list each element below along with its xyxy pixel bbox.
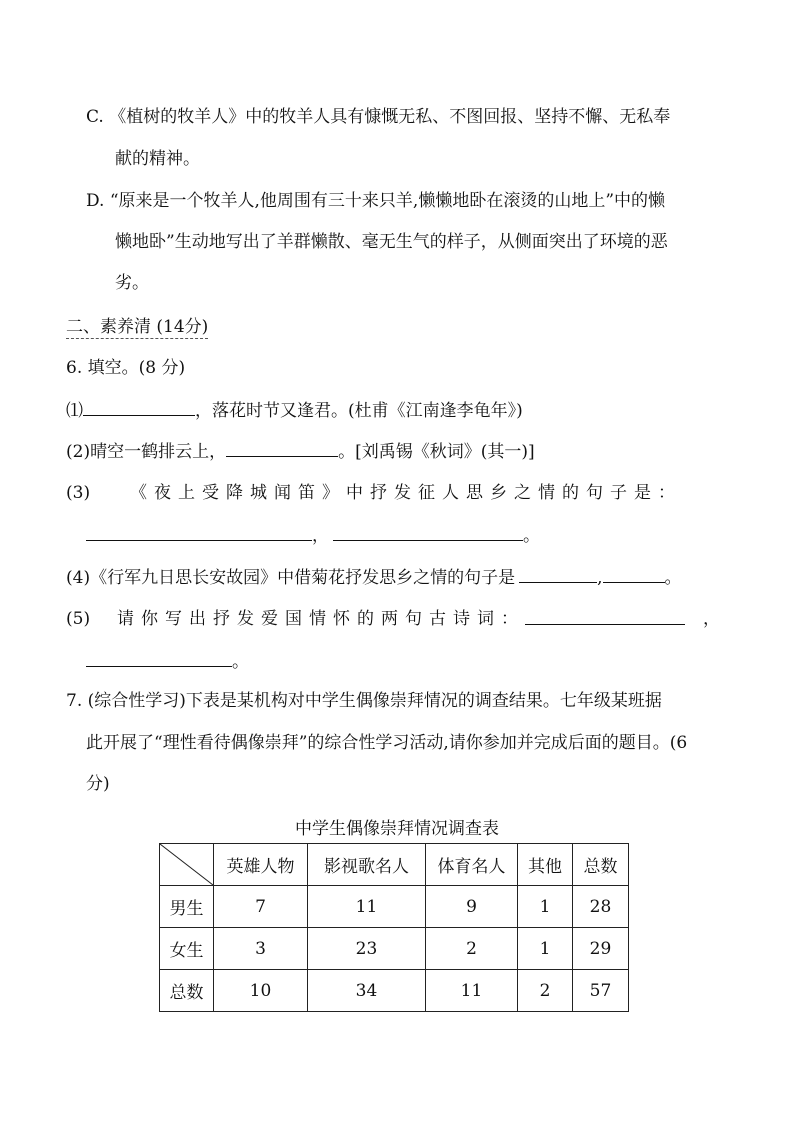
answer-blank[interactable] <box>83 399 195 416</box>
q6-item4-text: (4)《行军九日思长安故园》中借菊花抒发思乡之情的句子是 <box>66 568 516 588</box>
q6-item5-end: 。 <box>232 652 249 672</box>
column-header: 英雄人物 <box>214 844 308 886</box>
table-cell: 1 <box>518 928 573 970</box>
section-title-text: 二、素养清 (14分) <box>66 317 209 337</box>
option-d-line2: 懒地卧”生动地写出了羊群懒散、毫无生气的样子，从侧面突出了环境的恶 <box>115 232 668 252</box>
table-cell: 29 <box>573 928 629 970</box>
table-cell: 3 <box>214 928 308 970</box>
q6-item5-blank1-line <box>525 608 685 631</box>
q6-item4-sep: , <box>597 568 603 588</box>
column-header: 体育名人 <box>426 844 518 886</box>
q6-item1 <box>66 399 523 422</box>
q6-item4 <box>66 566 682 589</box>
table-cell: 9 <box>426 886 518 928</box>
table-cell: 57 <box>573 970 629 1012</box>
q6-item5-blank2-line <box>86 650 249 673</box>
q6-item2 <box>66 440 535 463</box>
table-cell: 2 <box>426 928 518 970</box>
table-cell: 10 <box>214 970 308 1012</box>
table-cell: 11 <box>426 970 518 1012</box>
q6-item4-end: 。 <box>664 568 682 588</box>
survey-table <box>159 843 629 1012</box>
q7-line3: 分) <box>86 774 110 794</box>
table-cell: 23 <box>308 928 426 970</box>
diagonal-line <box>160 844 213 885</box>
table-cell: 2 <box>518 970 573 1012</box>
table-cell: 28 <box>573 886 629 928</box>
q7-line1: 7. (综合性学习)下表是某机构对中学生偶像崇拜情况的调查结果。七年级某班据 <box>66 691 662 711</box>
table-cell: 34 <box>308 970 426 1012</box>
q6-item3-num: (3) <box>66 483 91 503</box>
option-c-line1: C. 《植树的牧羊人》中的牧羊人具有慷慨无私、不图回报、坚持不懈、无私奉 <box>86 107 671 127</box>
section-title <box>66 316 208 338</box>
q6-item5-text: 请你写出抒发爱国情怀的两句古诗词： <box>117 609 525 629</box>
q7-line2: 此开展了“理性看待偶像崇拜”的综合性学习活动,请你参加并完成后面的题目。(6 <box>86 733 688 753</box>
table-row <box>160 928 629 970</box>
table-caption: 中学生偶像崇拜情况调查表 <box>295 819 499 839</box>
q6-item2-text-a: (2)晴空一鹤排云上， <box>66 442 227 462</box>
table-header-row <box>160 844 629 886</box>
table-row <box>160 970 629 1012</box>
diagonal-header-cell <box>160 844 214 886</box>
column-header: 总数 <box>573 844 629 886</box>
table-row <box>160 886 629 928</box>
answer-blank[interactable] <box>519 566 597 583</box>
option-d-line1: D. “原来是一个牧羊人,他周围有三十来只羊,懒懒地卧在滚烫的山地上”中的懒 <box>86 191 666 211</box>
q6-item3-end: 。 <box>523 526 540 546</box>
q6-item3-text: 《夜上受降城闻笛》中抒发征人思乡之情的句子是： <box>130 483 682 503</box>
answer-blank[interactable] <box>86 524 312 541</box>
q6-item2-text-b: 。[刘禹锡《秋词》(其一)] <box>338 442 535 462</box>
answer-blank[interactable] <box>226 440 338 457</box>
table-cell: 1 <box>518 886 573 928</box>
column-header: 影视歌名人 <box>308 844 426 886</box>
q6-item1-num: ⑴ <box>66 401 83 421</box>
option-c-line2: 献的精神。 <box>115 149 200 169</box>
q6-item1-text: ，落花时节又逢君。(杜甫《江南逢李龟年》) <box>195 401 523 421</box>
q6-item5-sep: ， <box>703 609 720 629</box>
row-label: 男生 <box>160 886 214 928</box>
answer-blank[interactable] <box>333 524 523 541</box>
answer-blank[interactable] <box>525 608 685 625</box>
table-cell: 7 <box>214 886 308 928</box>
q6-item3-answers <box>86 524 540 547</box>
option-d-line3: 劣。 <box>115 273 149 293</box>
q6-title: 6. 填空。(8 分) <box>66 358 186 378</box>
row-label: 女生 <box>160 928 214 970</box>
answer-blank[interactable] <box>603 566 665 583</box>
q6-item3-sep: ， <box>312 526 329 546</box>
row-label: 总数 <box>160 970 214 1012</box>
q6-item5-num: (5) <box>66 609 91 629</box>
table-cell: 11 <box>308 886 426 928</box>
column-header: 其他 <box>518 844 573 886</box>
answer-blank[interactable] <box>86 650 232 667</box>
